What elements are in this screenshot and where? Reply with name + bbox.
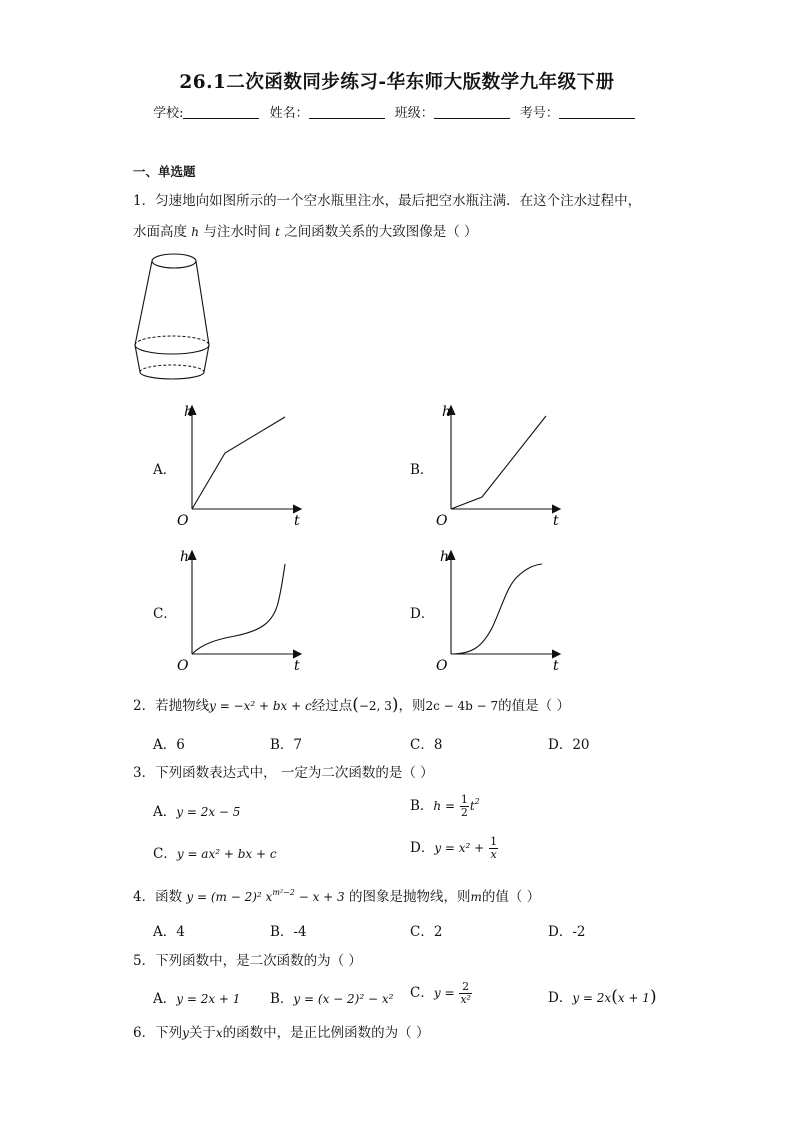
graph-a-origin: O	[177, 513, 189, 529]
page-title: 26.1二次函数同步练习-华东师大版数学九年级下册	[179, 72, 615, 93]
question-1-line-1: 1．匀速地向如图所示的一个空水瓶里注水，最后把空水瓶注满．在这个注水过程中，	[133, 193, 642, 209]
question-3: 3．下列函数表达式中， 一定为二次函数的是（ ）	[133, 765, 434, 781]
class-blank[interactable]	[434, 104, 510, 119]
graph-d-y-label: h	[440, 549, 450, 565]
section-title: 一、单选题	[133, 164, 196, 179]
graph-c	[175, 543, 310, 675]
graph-b-x-label: t	[553, 513, 559, 529]
q5-option-c[interactable]: C．y = $\frac{2}{\text{x²}}$	[410, 980, 471, 1006]
question-2: 2．若抛物线y = −x² + bx + c经过点(−2, 3)，则2c − 4b − 7的值是（ ）	[133, 695, 570, 715]
graph-a-y-label: h	[184, 404, 194, 420]
question-4: 4．函数 y = (m − 2)² $x^{m^2-2} - x + 3$ 的图象是抛物线，则m的值（ ）	[133, 888, 541, 905]
var-t: t	[275, 225, 280, 239]
class-label: 班级：	[394, 106, 434, 121]
school-label: 学校:	[153, 106, 184, 121]
graph-a	[175, 398, 310, 530]
q3-option-d[interactable]: D．y = x² + $\frac{1}{x}$	[410, 835, 498, 861]
q2-target-expr: 2c − 4b − 7	[425, 699, 499, 713]
q5-option-a[interactable]: A．y = 2x + 1	[153, 991, 241, 1007]
q2-option-c[interactable]: C．8	[410, 737, 443, 753]
school-blank[interactable]	[183, 104, 259, 119]
q4-exponent: m²−2	[272, 888, 295, 897]
question-1-line-2: 水面高度 h 与注水时间 t 之间函数关系的大致图像是（ ）	[133, 224, 478, 240]
q2-parabola-expr: y = −x² + bx + c	[209, 699, 312, 713]
q4-option-a[interactable]: A．4	[153, 924, 185, 940]
student-info-line	[0, 102, 794, 121]
q2-point: −2, 3	[358, 699, 392, 713]
exam-number-blank[interactable]	[559, 104, 635, 119]
q5-option-b[interactable]: B．y = (x − 2)² − x²	[270, 991, 394, 1007]
q4-option-d[interactable]: D．-2	[548, 924, 586, 940]
graph-b-y-label: h	[442, 404, 452, 420]
question-5: 5．下列函数中，是二次函数的为（ ）	[133, 953, 362, 969]
q4-function-expr: y = (m − 2)² x	[186, 890, 273, 904]
q4-option-c[interactable]: C．2	[410, 924, 443, 940]
q3-option-b[interactable]: B．h = $\frac{1}{2}$ $t^2$	[410, 793, 480, 819]
q1-option-d-label[interactable]: D．	[410, 606, 435, 622]
q2-option-b[interactable]: B．7	[270, 737, 303, 753]
graph-c-y-label: h	[180, 549, 190, 565]
graph-d	[434, 543, 569, 675]
q2-option-d[interactable]: D．20	[548, 737, 590, 753]
graph-b	[434, 398, 569, 530]
graph-d-origin: O	[436, 658, 448, 674]
bottle-figure	[130, 250, 216, 390]
name-blank[interactable]	[309, 104, 385, 119]
question-6: 6．下列y关于x的函数中，是正比例函数的为（ ）	[133, 1025, 430, 1041]
q5-option-d[interactable]: D．y = 2x(x + 1)	[548, 987, 657, 1007]
graph-d-x-label: t	[553, 658, 559, 674]
graph-c-origin: O	[177, 658, 189, 674]
name-label: 姓名：	[269, 106, 309, 121]
graph-b-origin: O	[436, 513, 448, 529]
q1-option-b-label[interactable]: B．	[410, 462, 434, 478]
q1-option-c-label[interactable]: C．	[153, 606, 177, 622]
var-h: h	[191, 225, 200, 239]
q2-option-a[interactable]: A．6	[153, 737, 185, 753]
q3-option-a[interactable]: A．y = 2x − 5	[153, 804, 241, 820]
exam-number-label: 考号：	[519, 106, 559, 121]
q4-option-b[interactable]: B．-4	[270, 924, 307, 940]
q3-option-c[interactable]: C．y = ax² + bx + c	[153, 846, 277, 862]
q1-option-a-label[interactable]: A．	[153, 462, 177, 478]
graph-a-x-label: t	[294, 513, 300, 529]
graph-c-x-label: t	[294, 658, 300, 674]
